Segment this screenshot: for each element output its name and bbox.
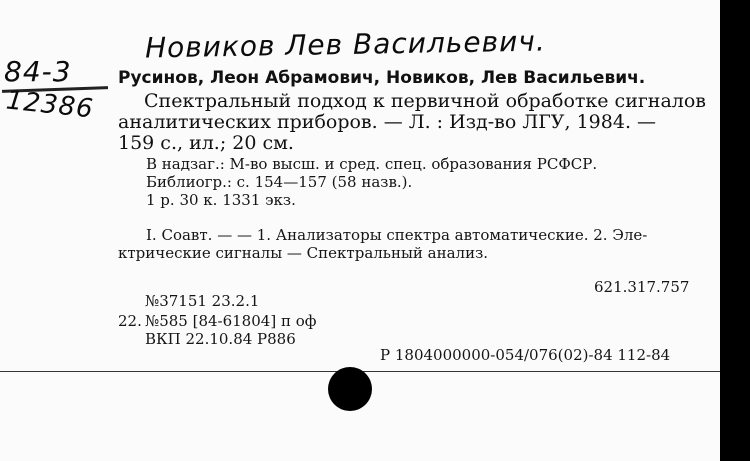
title-line-3: 159 с., ил.; 20 см.: [118, 132, 294, 154]
handwritten-author-name: Новиков Лев Васильевич.: [144, 24, 547, 65]
title-line-1: Спектральный подход к первичной обработке сигналов: [144, 90, 707, 112]
subject-line-2: ктрические сигналы — Спектральный анализ.: [118, 244, 489, 262]
author-heading: Русинов, Леон Абрамович, Новиков, Лев Васильевич.: [118, 68, 646, 88]
udc-number: 621.317.757: [594, 278, 690, 296]
note-1: В надзаг.: М-во высш. и сред. спец. образования РСФСР.: [146, 155, 598, 173]
registration-line-3: ВКП 22.10.84 Р886: [145, 330, 296, 348]
title-line-2: аналитических приборов. — Л. : Изд-во ЛГУ, 1984. —: [118, 111, 657, 133]
registration-prefix: 22.: [118, 312, 142, 330]
punch-hole: [328, 367, 372, 411]
registration-line-1: №37151 23.2.1: [145, 292, 260, 310]
subject-line-1: I. Соавт. — — 1. Анализаторы спектра автоматические. 2. Эле-: [146, 226, 648, 244]
footer-code: Р 1804000000-054/076(02)-84 112-84: [380, 346, 671, 364]
registration-line-2: №585 [84-61804] п оф: [145, 312, 317, 330]
note-2: Библиогр.: с. 154—157 (58 назв.).: [146, 173, 413, 191]
note-3: 1 р. 30 к. 1331 экз.: [146, 191, 296, 209]
call-number-bottom: 12386: [4, 85, 96, 125]
call-number-top: 84-3: [4, 55, 72, 88]
